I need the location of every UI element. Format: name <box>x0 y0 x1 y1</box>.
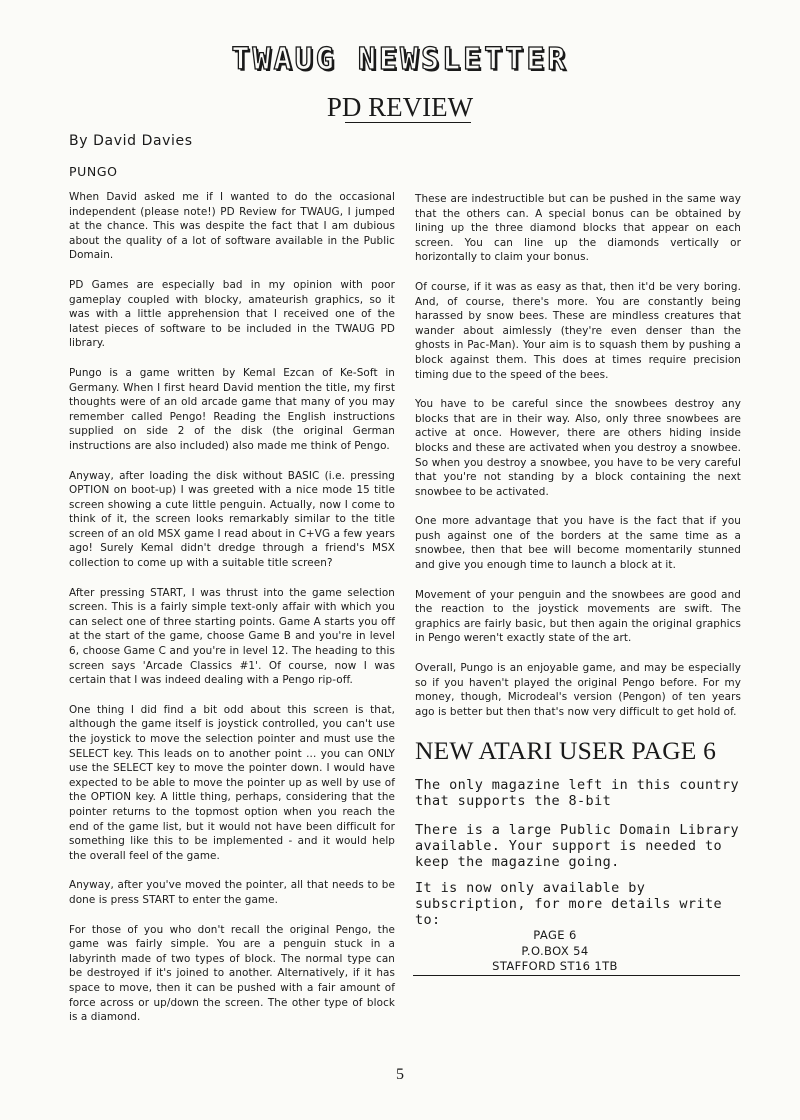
paragraph: After pressing START, I was thrust into the game selection screen. This is a fairly simple text-only affair with which you can select one of three starting points. Game A starts you off at the start of the game, choose Game B and you're in level 6, choose Game C and you're in level 12. The heading to this screen says 'Arcade Classics #1'. Of course, now I was certain that I was indeed dealing with a Pengo rip-off. <box>69 586 395 687</box>
advert-rule <box>413 975 740 976</box>
paragraph: Pungo is a game written by Kemal Ezcan of Ke-Soft in Germany. When I first heard David mention the title, my first thoughts were of an old arcade game that many of you may remember called Pengo! Reading the English instructions supplied on side 2 of the disk (the original German instructions are also included) also made me think of Pengo. <box>69 366 395 452</box>
paragraph: When David asked me if I wanted to do the occasional independent (please note!) PD Review for TWAUG, I jumped at the chance. This was despite the fact that I am dubious about the quality of a lot of software available in the Public Domain. <box>69 191 395 262</box>
address-line: PAGE 6 <box>533 928 577 942</box>
paragraph: One more advantage that you have is the fact that if you push against one of the borders at the same time as a snowbee, then that bee will become momentarily stunned and give you enough time to launch a block at it. <box>415 515 741 572</box>
paragraph: PD Games are especially bad in my opinion with poor gameplay coupled with blocky, amateurish graphics, so it was with a little apprehension that I received one of the latest pieces of software to be included in the TWAUG PD library. <box>69 278 395 350</box>
advert-line: There is a large Public Domain Library available. Your support is needed to keep the magazine going. <box>415 822 740 870</box>
advert-line: It is now only available by subscription, for more details write to: <box>415 880 722 928</box>
paragraph: Anyway, after loading the disk without BASIC (i.e. pressing OPTION on boot-up) I was greeted with a nice mode 15 title screen showing a cute little penguin. Actually, now I come to think of it, the screen looks remarkably similar to the title screen of an old MSX game I read about in C+VG a few years ago! Surely Kemal didn't dredge through a friend's MSX collection to come up with a suitable title screen? <box>69 469 395 570</box>
paragraph: Overall, Pungo is an enjoyable game, and may be especially so if you haven't played the original Pengo before. For my money, though, Microdeal's version (Pengon) of ten years ago is better but then that's now very difficult to get hold of. <box>415 662 741 718</box>
paragraph: For those of you who don't recall the original Pengo, the game was fairly simple. You are a penguin stuck in a labyrinth made of two types of block. The normal type can be destroyed if it's joined to another. Alternatively, if it has space to move, then it can be pushed with a fair amount of force across or up/down the screen. The other type of block is a diamond. <box>69 923 395 1024</box>
right-column <box>415 192 741 734</box>
paragraph: Of course, if it was as easy as that, then it'd be very boring. And, of course, there's more. You are constantly being harassed by snow bees. These are mindless creatures that wander about aimlessly (they're even denser than the ghosts in Pac-Man). Your aim is to squash them by pushing a block against them. This does at times require precision timing due to the speed of the bees. <box>415 280 741 381</box>
paragraph: These are indestructible but can be pushed in the same way that the others can. A special bonus can be obtained by lining up the three diamond blocks that appear on each screen. You can line up the diamonds vertically or horizontally to claim your bonus. <box>415 193 741 264</box>
address-line: P.O.BOX 54 <box>521 943 589 958</box>
byline: By David Davies <box>69 133 193 149</box>
paragraph: Movement of your penguin and the snowbees are good and the reaction to the joystick movements are swift. The graphics are fairly basic, but then again the original graphics in Pengo weren't exactly state of the art. <box>415 588 741 645</box>
newsletter-masthead: TWAUG NEWSLETTER <box>231 42 569 77</box>
paragraph: Anyway, after you've moved the pointer, all that needs to be done is press START to enter the game. <box>69 879 395 906</box>
advert-address <box>415 928 695 975</box>
paragraph: You have to be careful since the snowbees destroy any blocks that are in their way. Also, only three snowbees are active at once. However, there are others hiding inside blocks and these are activated when you destroy a snowbee. So when you destroy a snowbee, you have to be very careful that you're not standing by a block containing the next snowbee to be activated. <box>415 398 741 498</box>
left-column <box>69 190 395 1040</box>
title-underline <box>345 122 471 123</box>
advert-heading: NEW ATARI USER PAGE 6 <box>415 736 717 765</box>
paragraph: One thing I did find a bit odd about this screen is that, although the game itself is joystick controlled, you can't use the joystick to move the selection pointer and must use the SELECT key. This leads on to another point ... you can ONLY use the SELECT key to move the pointer down. I would have expected to be able to move the pointer up as well by use of the OPTION key. A little thing, perhaps, considering that the pointer returns to the topmost option when you reach the end of the game list, but it would not have been difficult for something like this to be implemented - and it would help the overall feel of the game. <box>69 703 395 862</box>
address-line: STAFFORD ST16 1TB <box>492 959 618 973</box>
section-title: PD REVIEW <box>326 92 474 122</box>
game-title: PUNGO <box>69 164 118 179</box>
advert-line: The only magazine left in this country that supports the 8-bit <box>415 777 740 809</box>
page-number: 5 <box>396 1066 404 1083</box>
